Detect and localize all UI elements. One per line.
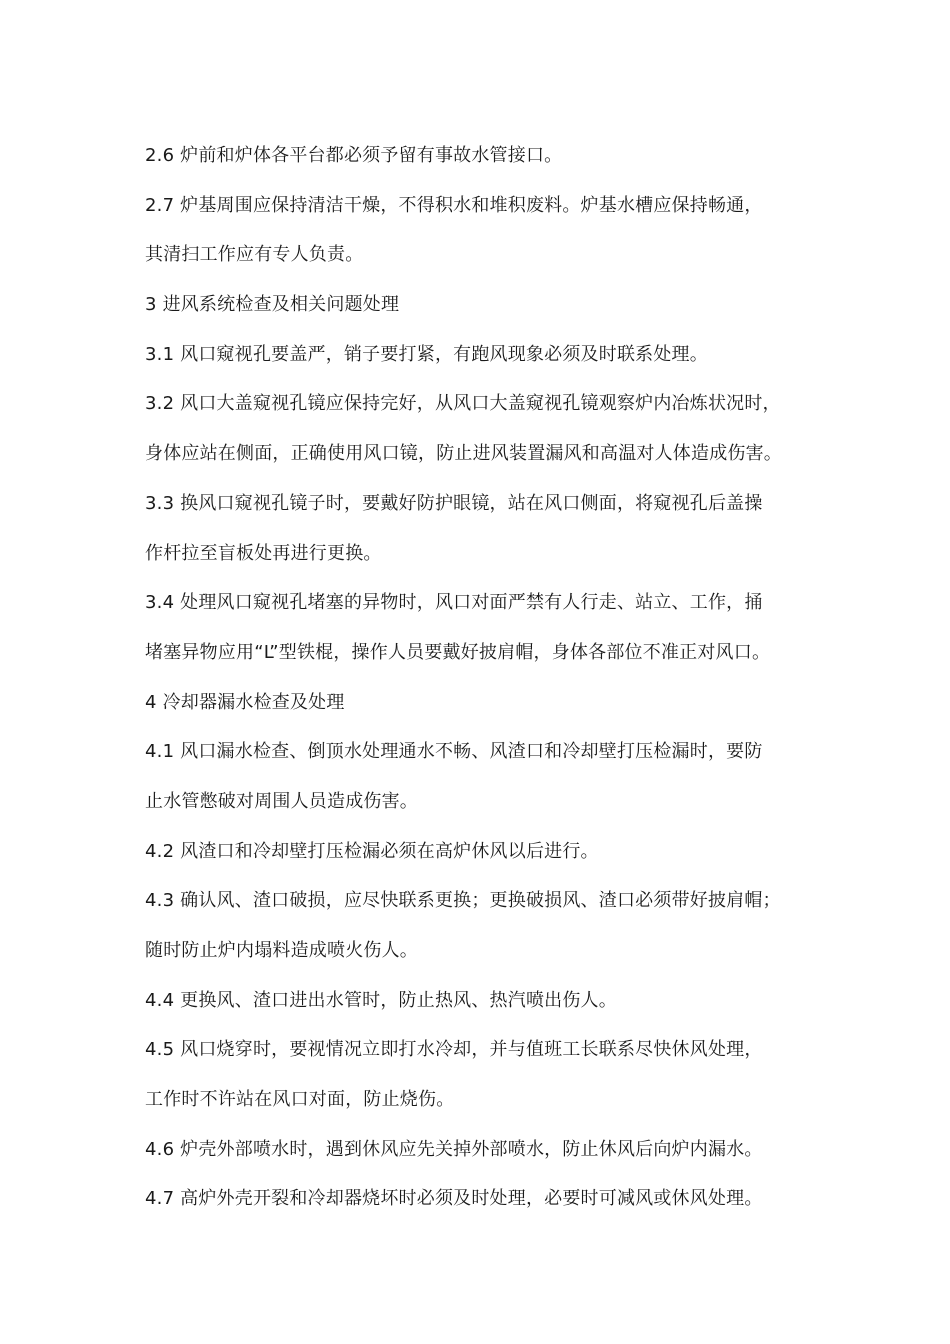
section-heading-3: 3 进风系统检查及相关问题处理 [145,294,400,316]
text-line-4-1-cont: 止水管憋破对周围人员造成伤害。 [145,790,418,812]
text-line-2-7: 2.7 炉基周围应保持清洁干燥，不得积水和堆积废料。炉基水槽应保持畅通， [145,194,763,216]
text-line-4-2: 4.2 风渣口和冷却壁打压检漏必须在高炉休风以后进行。 [145,840,599,862]
text-line-4-3: 4.3 确认风、渣口破损，应尽快联系更换；更换破损风、渣口必须带好披肩帽； [145,890,781,912]
text-line-3-1: 3.1 风口窥视孔要盖严，销子要打紧，有跑风现象必须及时联系处理。 [145,343,708,365]
text-line-4-3-cont: 随时防止炉内塌料造成喷火伤人。 [145,940,418,961]
text-line-3-2: 3.2 风口大盖窥视孔镜应保持完好，从风口大盖窥视孔镜观察炉内冶炼状况时， [145,393,781,415]
text-line-2-6: 2.6 炉前和炉体各平台都必须予留有事故水管接口。 [145,145,563,166]
text-line-2-7-cont: 其清扫工作应有专人负责。 [145,244,364,266]
text-line-4-5: 4.5 风口烧穿时，要视情况立即打水冷却，并与值班工长联系尽快休风处理， [145,1039,763,1061]
document-body [145,131,825,1224]
text-line-4-6: 4.6 炉壳外部喷水时，遇到休风应先关掉外部喷水，防止休风后向炉内漏水。 [145,1138,763,1160]
text-line-3-4: 3.4 处理风口窥视孔堵塞的异物时，风口对面严禁有人行走、站立、工作，捅 [145,592,763,614]
text-line-4-7: 4.7 高炉外壳开裂和冷却器烧坏时必须及时处理，必要时可减风或休风处理。 [145,1188,763,1210]
text-line-4-1: 4.1 风口漏水检查、倒顶水处理通水不畅、风渣口和冷却壁打压检漏时，要防 [145,741,763,763]
text-line-3-2-cont: 身体应站在侧面，正确使用风口镜，防止进风装置漏风和高温对人体造成伤害。 [145,443,782,465]
text-line-3-3-cont: 作杆拉至盲板处再进行更换。 [145,542,382,564]
text-line-4-4: 4.4 更换风、渣口进出水管时，防止热风、热汽喷出伤人。 [145,989,617,1011]
text-line-3-4-cont: 堵塞异物应用“L”型铁棍，操作人员要戴好披肩帽，身体各部位不准正对风口。 [145,641,771,663]
section-heading-4: 4 冷却器漏水检查及处理 [145,691,345,713]
text-line-3-3: 3.3 换风口窥视孔镜子时，要戴好防护眼镜，站在风口侧面，将窥视孔后盖操 [145,492,763,514]
text-line-4-5-cont: 工作时不许站在风口对面，防止烧伤。 [145,1089,455,1111]
